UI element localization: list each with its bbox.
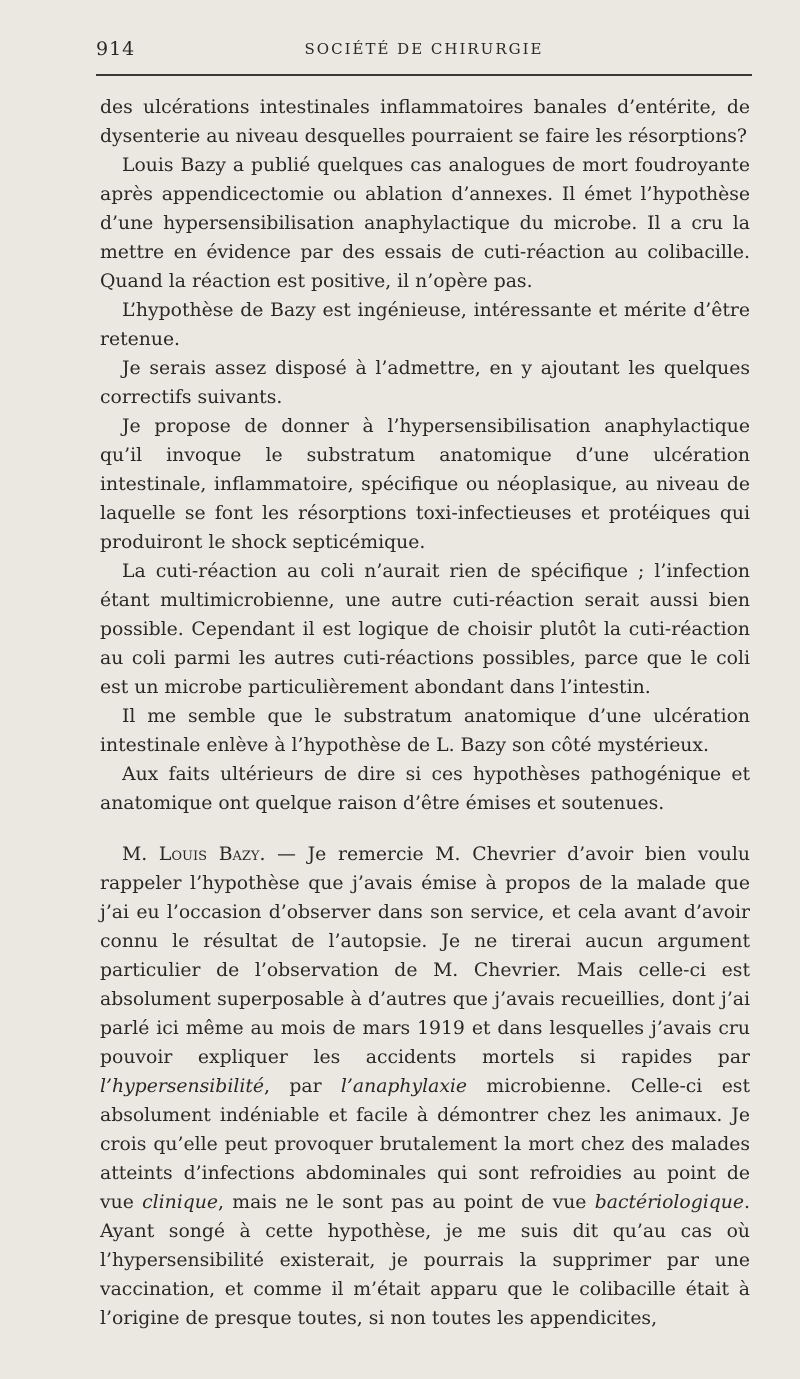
paragraph: Je propose de donner à l’hypersensibilisation anaphylactique qu’il invoque le substratum anatomique d’une ulcération intestinale, inflammatoire, spécifique ou néoplasique, au niveau de laquelle se font les résorptions toxi-infectieuses et protéiques qui produiront le shock septicémique. (100, 416, 750, 553)
italic-term: l’anaphylaxie (340, 1076, 468, 1097)
paragraph: des ulcérations intestinales inflammatoires banales d’entérite, de dysenterie au niveau desquelles pourraient se faire les résorptions? (100, 97, 750, 147)
reply-paragraph (100, 840, 750, 1333)
running-title: SOCIÉTÉ DE CHIRURGIE (304, 40, 544, 58)
body-text (100, 93, 750, 1333)
reply-text: , par (264, 1076, 341, 1097)
reply-text: — Je remercie M. Chevrier d’avoir bien voulu rappeler l’hypothèse que j’avais émise à propos de la malade que j’ai eu l’occasion d’observer dans son service, et cela avant d’avoir connu le résultat de l’autopsie. Je ne tirerai aucun argument particulier de l’observation de M. Chevrier. Mais celle-ci est absolument superposable à d’autres que j’avais recueillies, dont j’ai parlé ici même au mois de mars 1919 et dans lesquelles j’avais cru pouvoir expliquer les accidents mortels si rapides par (100, 844, 750, 1068)
speaker-name: M. Louis Bazy. (122, 844, 266, 865)
page-header (96, 38, 752, 62)
paragraph: Il me semble que le substratum anatomique d’une ulcération intestinale enlève à l’hypothèse de L. Bazy son côté mystérieux. (100, 706, 750, 756)
reply-text: , mais ne le sont pas au point de vue (218, 1192, 595, 1213)
paragraph: Aux faits ultérieurs de dire si ces hypothèses pathogénique et anatomique ont quelque raison d’être émises et soutenues. (100, 764, 750, 814)
italic-term: l’hypersensibilité (100, 1076, 264, 1097)
header-rule (96, 74, 752, 76)
paragraph: Louis Bazy a publié quelques cas analogues de mort foudroyante après appendicectomie ou ablation d’annexes. Il émet l’hypothèse d’une hypersensibilisation anaphylactique du microbe. Il a cru la mettre en évidence par des essais de cuti-réaction au colibacille. Quand la réaction est positive, il n’opère pas. (100, 155, 750, 292)
reply-text: microbienne. Celle-ci est absolument indéniable et facile à démontrer chez les animaux. Je crois qu’elle peut provoquer brutalement la mort chez des malades atteints d’infections abdominales qui sont refroidies au point de vue (100, 1076, 750, 1213)
page-number: 914 (96, 38, 136, 60)
paragraph: La cuti-réaction au coli n’aurait rien de spécifique ; l’infection étant multimicrobienne, une autre cuti-réaction serait aussi bien possible. Cependant il est logique de choisir plutôt la cuti-réaction au coli parmi les autres cuti-réactions possibles, parce que le coli est un microbe particulièrement abondant dans l’intestin. (100, 561, 750, 698)
italic-term: clinique (142, 1192, 219, 1213)
italic-term: bactériologique (594, 1192, 745, 1213)
paragraph: Je serais assez disposé à l’admettre, en y ajoutant les quelques correctifs suivants. (100, 358, 750, 408)
reply-text: . Ayant songé à cette hypothèse, je me suis dit qu’au cas où l’hypersensibilité existerait, je pourrais la supprimer par une vaccination, et comme il m’était apparu que le colibacille était à l’origine de presque toutes, si non toutes les appendicites, (100, 1192, 750, 1329)
paragraph: L’hypothèse de Bazy est ingénieuse, intéressante et mérite d’être retenue. (100, 300, 750, 350)
